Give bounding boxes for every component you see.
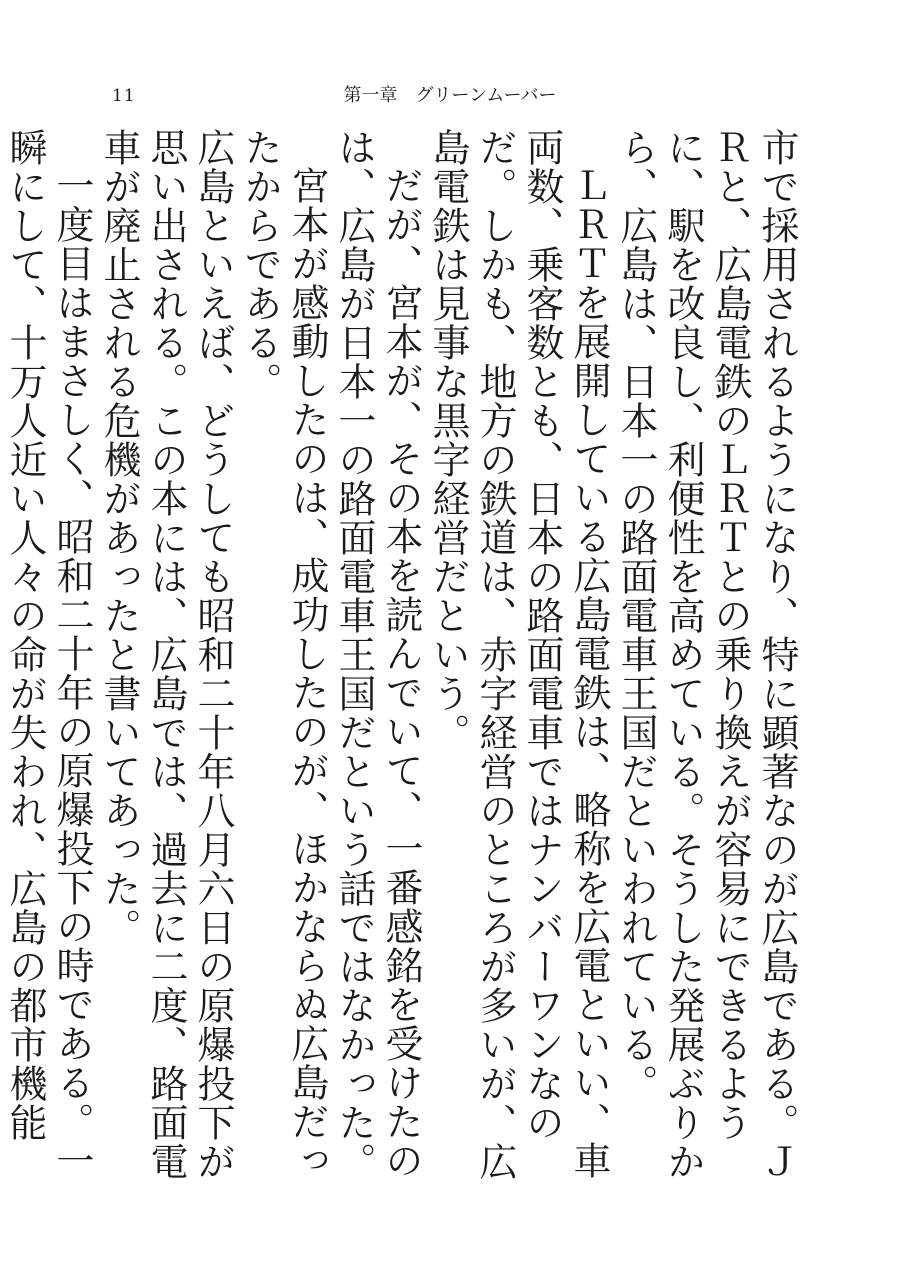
paragraph-1: 市で採用されるようになり、特に顕著なのが広島である。ＪＲと、広島電鉄のＬＲＴとの乗り換えが容易にできるように、駅を改良し、利便性を高めている。そうした発展ぶりから、広島は、日本一の路面電車王国だといわれている。 xyxy=(614,128,799,1181)
page-number: 11 xyxy=(112,86,136,106)
paragraph-3: だが、宮本が、その本を読んでいて、一番感銘を受けたのは、広島が日本一の路面電車王国だという話ではなかった。 xyxy=(332,128,423,1181)
paragraph-6: 一度目はまさしく、昭和二十年の原爆投下の時である。一瞬にして、十万人近い人々の命が失われ、広島の都市機能 xyxy=(3,128,94,1180)
chapter-title: グリーンムーバー xyxy=(415,85,557,106)
vertical-body-text xyxy=(0,128,800,1208)
running-header xyxy=(0,86,900,106)
paragraph-4: 宮本が感動したのは、成功したのが、ほかならぬ広島だったからである。 xyxy=(238,128,329,1180)
chapter-number: 第一章 xyxy=(343,85,398,106)
paragraph-5: 広島といえば、どうしても昭和二十年八月六日の原爆投下が思い出される。この本には、広島では、過去に二度、路面電車が廃止される危機があったと書いてあった。 xyxy=(97,128,235,1181)
paragraph-2: ＬＲＴを展開している広島電鉄は、略称を広電といい、車両数、乗客数とも、日本の路面電車ではナンバーワンなのだ。しかも、地方の鉄道は、赤字経営のところが多いが、広島電鉄は見事な黒字経営だという。 xyxy=(426,128,611,1181)
